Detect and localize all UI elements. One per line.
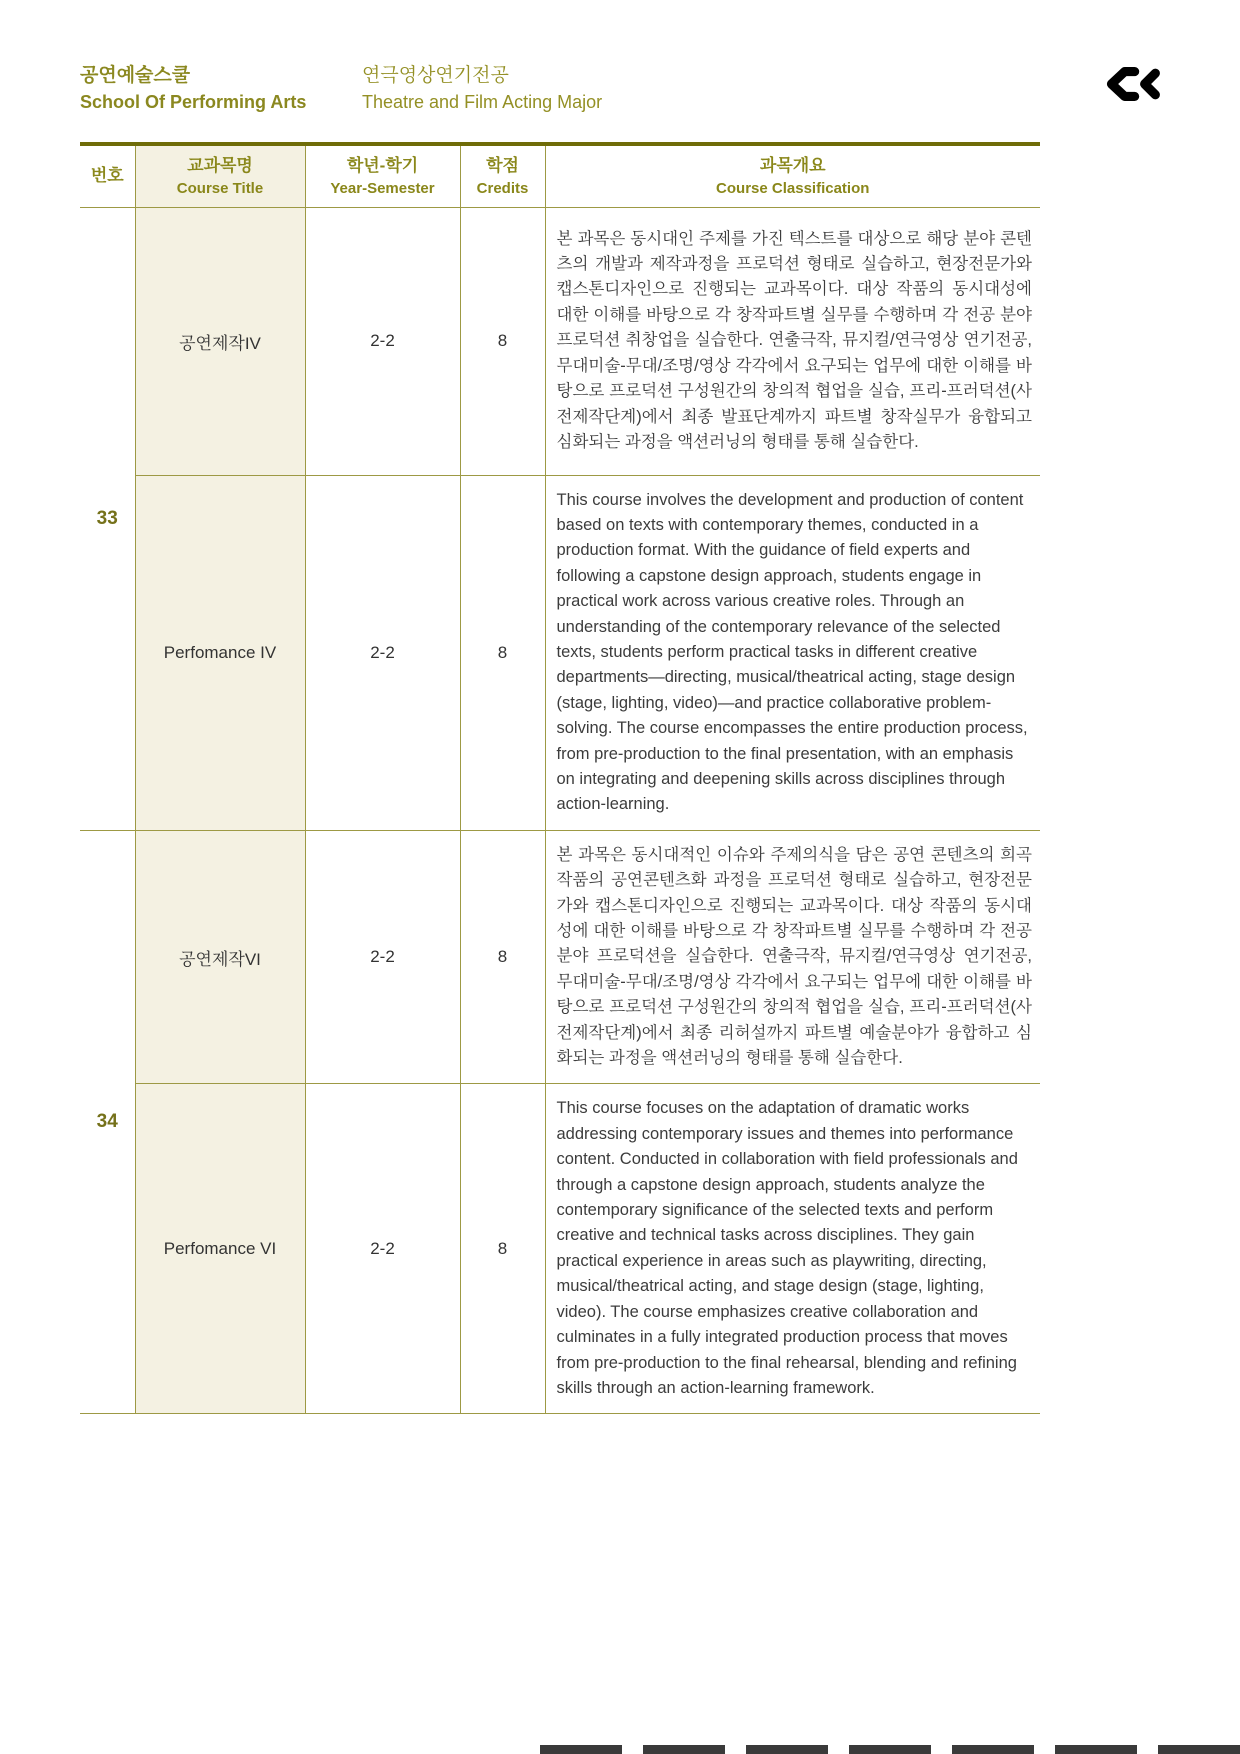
ck-logo-icon [1104,62,1162,109]
school-name-korean: 공연예술스쿨 [80,65,191,86]
course-title-korean: 공연제작IV [135,207,305,475]
header-credits [460,144,545,207]
course-description-cell [545,1084,1040,1414]
major-name-english: Theatre and Film Acting Major [362,91,603,112]
table-row [80,475,1040,830]
course-title-english: Perfomance VI [135,1084,305,1414]
header-overview-english: Course Classification [716,179,870,197]
course-title-korean: 공연제작VI [135,830,305,1084]
course-description-korean: 본 과목은 동시대적인 이슈와 주제의식을 담은 공연 콘텐츠의 희곡작품의 공연콘텐츠화 과정을 프로덕션 형태로 실습하고, 현장전문가와 캡스톤디자인으로 진행되는 교과목이다. 대상 작품의 동시대성에 대한 이해를 바탕으로 각 창작파트별 실무를 수행하며 각 전공 분야 프로덕션을 실습한다. 연출극작, 뮤지컬/연극영상 연기전공, 무대미술-무대/조명/영상 각각에서 요구되는 업무에 대한 이해를 바탕으로 프로덕션 구성원간의 창의적 협업을 실습, 프리-프러덕션(사전제작단계)에서 최종 리허설까지 파트별 예술분야가 융합하고 심화되는 과정을 액션러닝의 형태를 통해 실습한다. [556,845,1032,1068]
header-course-title [135,144,305,207]
header-no-korean: 번호 [90,165,124,185]
header-credits-korean: 학점 [486,156,519,176]
course-description-box [557,488,1033,818]
credits-value: 8 [460,830,545,1084]
course-description-box [557,843,1033,1072]
year-semester-value: 2-2 [305,207,460,475]
course-description-english: This course focuses on the adaptation of dramatic works addressing contemporary issues and themes into performance content. Conducted in collaboration with field professionals and through a capstone design approach, students analyze the contemporary significance of the selected texts and perform creative and technical tasks across disciplines. They gain practical experience in areas such as playwriting, directing, musical/theatrical acting, and stage design (stage, lighting, video). The course emphasizes creative collaboration and culminates in a fully integrated production process that moves from pre-production to the final rehearsal, blending and refining skills through an action-learning framework. [556,1099,1018,1397]
course-number: 33 [80,207,135,830]
header-overview-korean: 과목개요 [759,156,826,176]
footer-strip-block [849,1745,931,1754]
course-title-english: Perfomance IV [135,475,305,830]
credits-value: 8 [460,475,545,830]
school-name-block [80,62,362,114]
header-no [80,144,135,207]
course-description-cell [545,207,1040,475]
school-name-english: School Of Performing Arts [80,91,307,112]
course-description-korean: 본 과목은 동시대인 주제를 가진 텍스트를 대상으로 해당 분야 콘텐츠의 개발과 제작과정을 프로덕션 형태로 실습하고, 현장전문가와 캡스톤디자인으로 진행되는 교과목이다. 대상 작품의 동시대성에 대한 이해를 바탕으로 각 창작파트별 실무를 수행하며 각 전공 분야 프로덕션 취창업을 실습한다. 연출극작, 뮤지컬/연극영상 연기전공, 무대미술-무대/조명/영상 각각에서 요구되는 업무에 대한 이해를 바탕으로 프로덕션 구성원간의 창의적 협업을 실습, 프리-프러덕션(사전제작단계)에서 최종 발표단계까지 파트별 창작실무가 융합되고 심화되는 과정을 액션러닝의 형태를 통해 실습한다. [556,229,1032,451]
table-row [80,1084,1040,1414]
year-semester-value: 2-2 [305,475,460,830]
course-table-header [80,144,1040,207]
course-description-english: This course involves the development and production of content based on texts with contemporary themes, conducted in a production format. With the guidance of field experts and following a capstone design approach, students engage in practical work across various creative roles. Through an understanding of the contemporary relevance of the selected texts, students perform practical tasks in different creative departments—directing, musical/theatrical acting, stage design (stage, lighting, video)—and practice collaborative problem-solving. The course encompasses the entire production process, from pre-production to the final presentation, with an emphasis on integrating and deepening skills across disciplines through action-learning. [556,490,1028,814]
course-description-box [557,220,1033,463]
credits-value: 8 [460,1084,545,1414]
credits-value: 8 [460,207,545,475]
footer-strip-block [1055,1745,1137,1754]
course-description-cell [545,475,1040,830]
course-description-cell [545,830,1040,1084]
footer-strip [540,1745,1240,1754]
footer-strip-block [952,1745,1034,1754]
header-year-semester-english: Year-Semester [330,179,435,197]
footer-strip-block [746,1745,828,1754]
header-year-semester [305,144,460,207]
header-year-semester-korean: 학년-학기 [346,156,419,176]
header-credits-english: Credits [476,179,529,197]
year-semester-value: 2-2 [305,830,460,1084]
course-table [80,142,1040,1414]
footer-strip-block [540,1745,622,1754]
header-course-title-english: Course Title [176,179,264,197]
table-row [80,830,1040,1084]
footer-strip-block [1158,1745,1240,1754]
footer-strip-block [643,1745,725,1754]
table-row [80,207,1040,475]
course-number: 34 [80,830,135,1414]
major-name-block [362,62,602,114]
course-description-box [557,1096,1033,1401]
document-header [80,62,1162,114]
year-semester-value: 2-2 [305,1084,460,1414]
major-name-korean: 연극영상연기전공 [362,65,509,86]
header-course-title-korean: 교과목명 [187,156,253,176]
header-overview [545,144,1040,207]
